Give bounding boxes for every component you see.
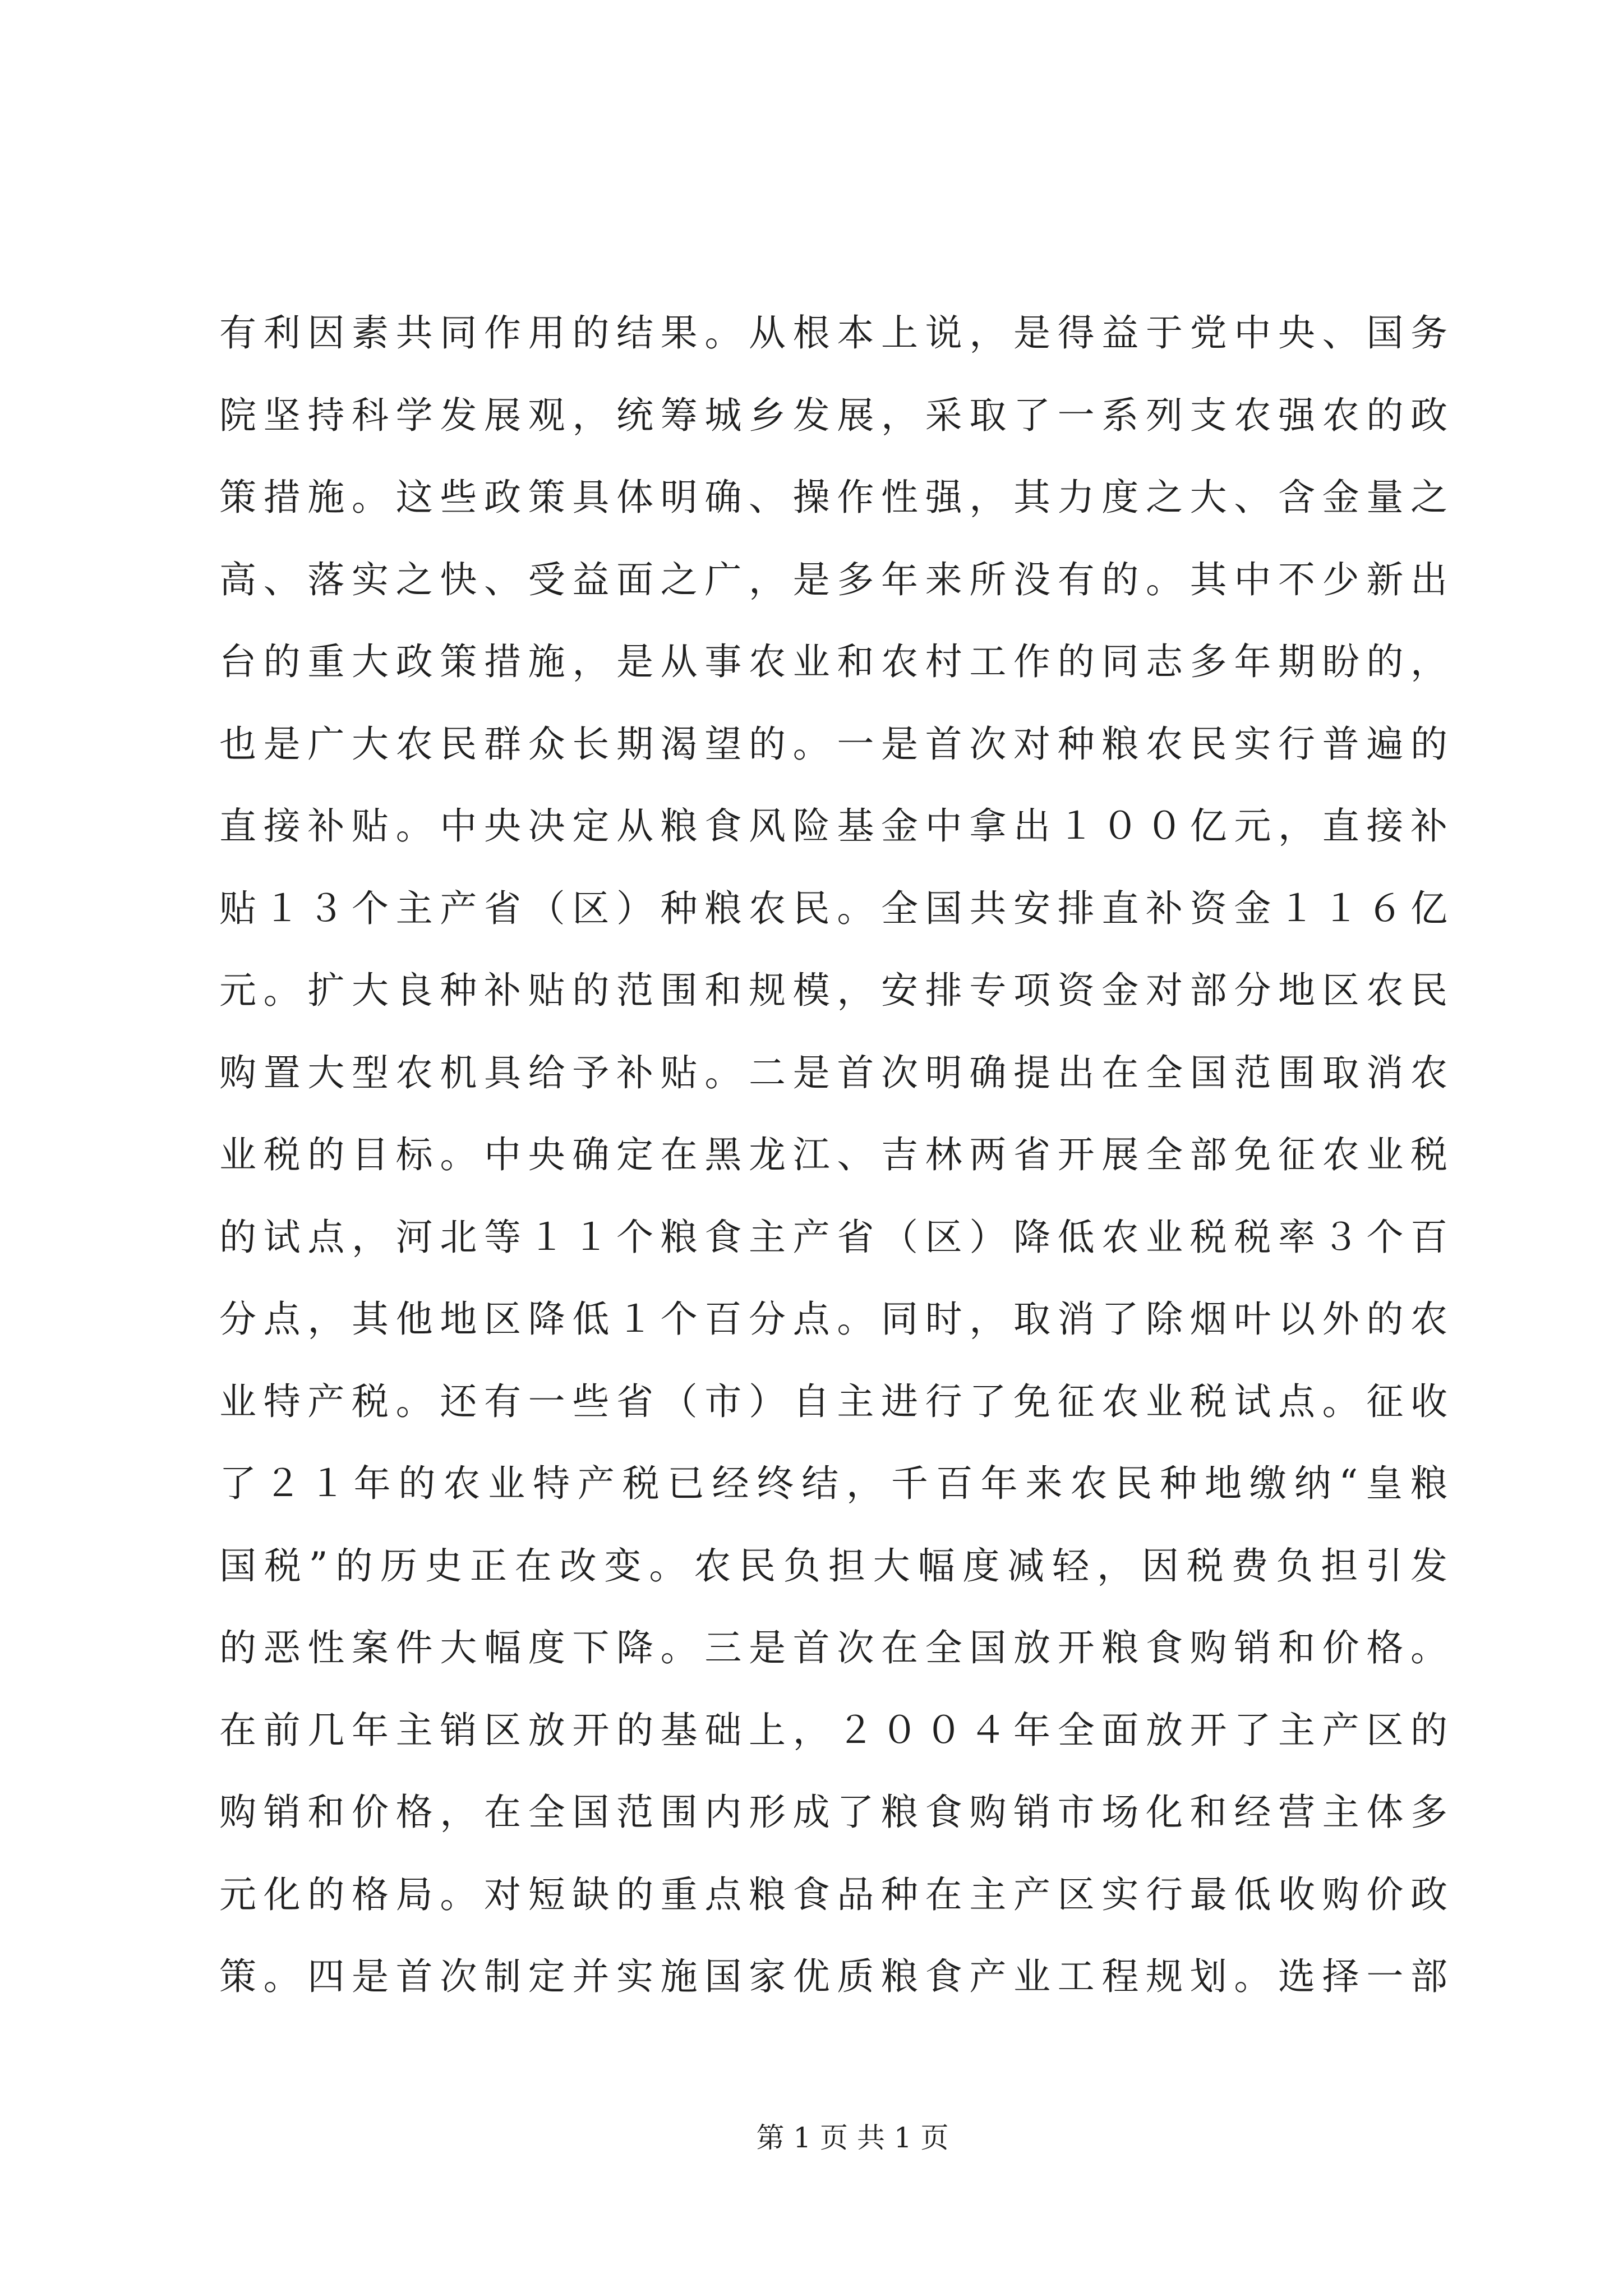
text-line: 购销和价格，在全国范围内形成了粮食购销市场化和经营主体多 [219,1791,1447,1834]
text-line: 贴１３个主产省（区）种粮农民。全国共安排直补资金１１６亿 [219,886,1447,930]
text-line: 在前几年主销区放开的基础上，２００４年全面放开了主产区的 [219,1708,1447,1752]
text-line: 元。扩大良种补贴的范围和规模，安排专项资金对部分地区农民 [219,969,1447,1012]
text-line: 业特产税。还有一些省（市）自主进行了免征农业税试点。征收 [219,1379,1447,1423]
text-line: 元化的格局。对短缺的重点粮食品种在主产区实行最低收购价政 [219,1872,1447,1916]
text-line: 台的重大政策措施，是从事农业和农村工作的同志多年期盼的， [219,640,1447,683]
text-line: 购置大型农机具给予补贴。二是首次明确提出在全国范围取消农 [219,1051,1447,1094]
text-line: 分点，其他地区降低１个百分点。同时，取消了除烟叶以外的农 [219,1297,1447,1341]
text-line: 有利因素共同作用的结果。从根本上说，是得益于党中央、国务 [219,311,1447,355]
text-line: 院坚持科学发展观，统筹城乡发展，采取了一系列支农强农的政 [219,393,1447,437]
text-line: 策措施。这些政策具体明确、操作性强，其力度之大、含金量之 [219,476,1447,519]
text-line: 的试点，河北等１１个粮食主产省（区）降低农业税税率３个百 [219,1215,1447,1259]
text-line: 也是广大农民群众长期渴望的。一是首次对种粮农民实行普遍的 [219,722,1447,766]
text-line: 了２１年的农业特产税已经终结，千百年来农民种地缴纳“皇粮 [219,1462,1447,1505]
text-line: 策。四是首次制定并实施国家优质粮食产业工程规划。选择一部 [219,1955,1447,1998]
text-line: 业税的目标。中央确定在黑龙江、吉林两省开展全部免征农业税 [219,1133,1447,1176]
body-text [219,292,1447,2018]
text-line: 的恶性案件大幅度下降。三是首次在全国放开粮食购销和价格。 [219,1626,1447,1669]
text-line: 直接补贴。中央决定从粮食风险基金中拿出１００亿元，直接补 [219,804,1447,848]
text-line: 高、落实之快、受益面之广，是多年来所没有的。其中不少新出 [219,558,1447,601]
text-line: 国税”的历史正在改变。农民负担大幅度减轻，因税费负担引发 [219,1544,1447,1588]
page-number-footer: 第 1 页 共 1 页 [756,2122,949,2154]
